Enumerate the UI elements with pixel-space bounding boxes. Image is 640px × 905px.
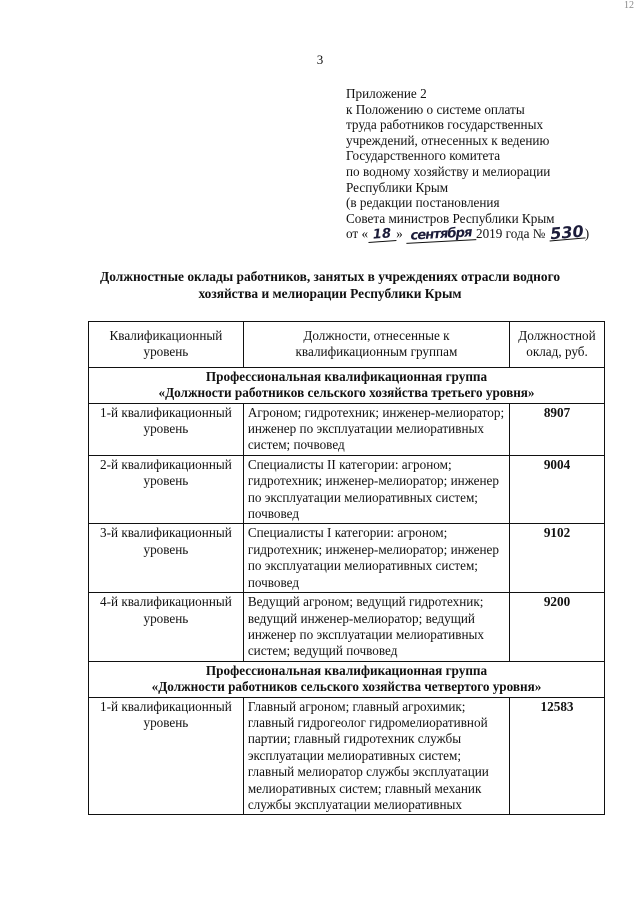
page-number: 3 <box>316 52 324 67</box>
year-text: 2019 года № <box>475 226 546 242</box>
corner-mark: 12 <box>624 0 634 11</box>
group-title-line: Профессиональная квалификационная группа <box>205 662 488 678</box>
decree-date-line <box>346 221 606 244</box>
positions-cell: Главный агроном; главный агрохимик; главный гидрогеолог гидромелиоративной партии; главный гидротехник службы эксплуатации мелиоративных систем; главный мелиоратор службы эксплуатации мелиоративных систем; главный механик службы эксплуатации мелиоративных <box>243 697 509 815</box>
group-title-line: Профессиональная квалификационная группа <box>205 368 488 384</box>
table-row <box>89 593 605 662</box>
level-cell: 2-й квалификационный уровень <box>89 455 244 524</box>
document-title <box>60 268 600 302</box>
positions-cell: Агроном; гидротехник; инженер-мелиоратор; инженер по эксплуатации мелиоративных систем; почвовед <box>243 403 509 455</box>
table-header-row <box>89 322 605 368</box>
salary-table <box>88 321 605 815</box>
level-cell: 4-й квалификационный уровень <box>89 593 244 662</box>
salary-cell: 9004 <box>510 455 605 524</box>
date-mid: » <box>396 226 403 242</box>
table-row <box>89 403 605 455</box>
salary-cell: 12583 <box>510 697 605 815</box>
table-row <box>89 524 605 593</box>
group-header-row <box>89 661 605 697</box>
level-cell: 1-й квалификационный уровень <box>89 697 244 815</box>
salary-cell: 9102 <box>510 524 605 593</box>
positions-cell: Специалисты II категории: агроном; гидротехник; инженер-мелиоратор; инженер по эксплуатации мелиоративных систем; почвовед <box>243 455 509 524</box>
handwritten-month: сентября <box>406 227 477 245</box>
appendix-line: Совета министров Республики Крым <box>346 210 555 226</box>
appendix-line: учреждений, отнесенных к ведению <box>346 132 550 148</box>
appendix-line: (в редакции постановления <box>346 195 500 211</box>
positions-cell: Ведущий агроном; ведущий гидротехник; ведущий инженер-мелиоратор; ведущий инженер по эксплуатации мелиоративных систем; ведущий почвовед <box>243 593 509 662</box>
group-title <box>89 367 605 403</box>
handwritten-decree-number: 530 <box>549 221 585 244</box>
header-salary: Должностной оклад, руб. <box>510 322 605 368</box>
salary-cell: 9200 <box>510 593 605 662</box>
header-level: Квалификационный уровень <box>89 322 244 368</box>
appendix-line: по водному хозяйству и мелиорации <box>346 163 551 179</box>
header-positions: Должности, отнесенные к квалификационным группам <box>243 322 509 368</box>
group-header-row <box>89 367 605 403</box>
appendix-line: Государственного комитета <box>346 148 501 164</box>
date-prefix: от « <box>346 226 369 242</box>
table-row <box>89 455 605 524</box>
title-line: Должностные оклады работников, занятых в учреждениях отрасли водного <box>99 269 561 284</box>
level-cell: 3-й квалификационный уровень <box>89 524 244 593</box>
handwritten-day: 18 <box>368 227 397 243</box>
salary-cell: 8907 <box>510 403 605 455</box>
appendix-line: к Положению о системе оплаты <box>346 101 525 117</box>
appendix-line: Республики Крым <box>346 179 449 195</box>
positions-cell: Специалисты I категории: агроном; гидротехник; инженер-мелиоратор; инженер по эксплуатации мелиоративных систем; почвовед <box>243 524 509 593</box>
group-title-line: «Должности работников сельского хозяйства третьего уровня» <box>158 385 535 401</box>
appendix-line: Приложение 2 <box>346 86 427 101</box>
appendix-block <box>346 86 606 242</box>
table-row <box>89 697 605 815</box>
close-paren: ) <box>584 226 590 242</box>
group-title-line: «Должности работников сельского хозяйства четвертого уровня» <box>151 679 542 695</box>
group-title <box>89 661 605 697</box>
level-cell: 1-й квалификационный уровень <box>89 403 244 455</box>
appendix-line: труда работников государственных <box>346 117 544 133</box>
title-line: хозяйства и мелиорации Республики Крым <box>198 286 462 301</box>
